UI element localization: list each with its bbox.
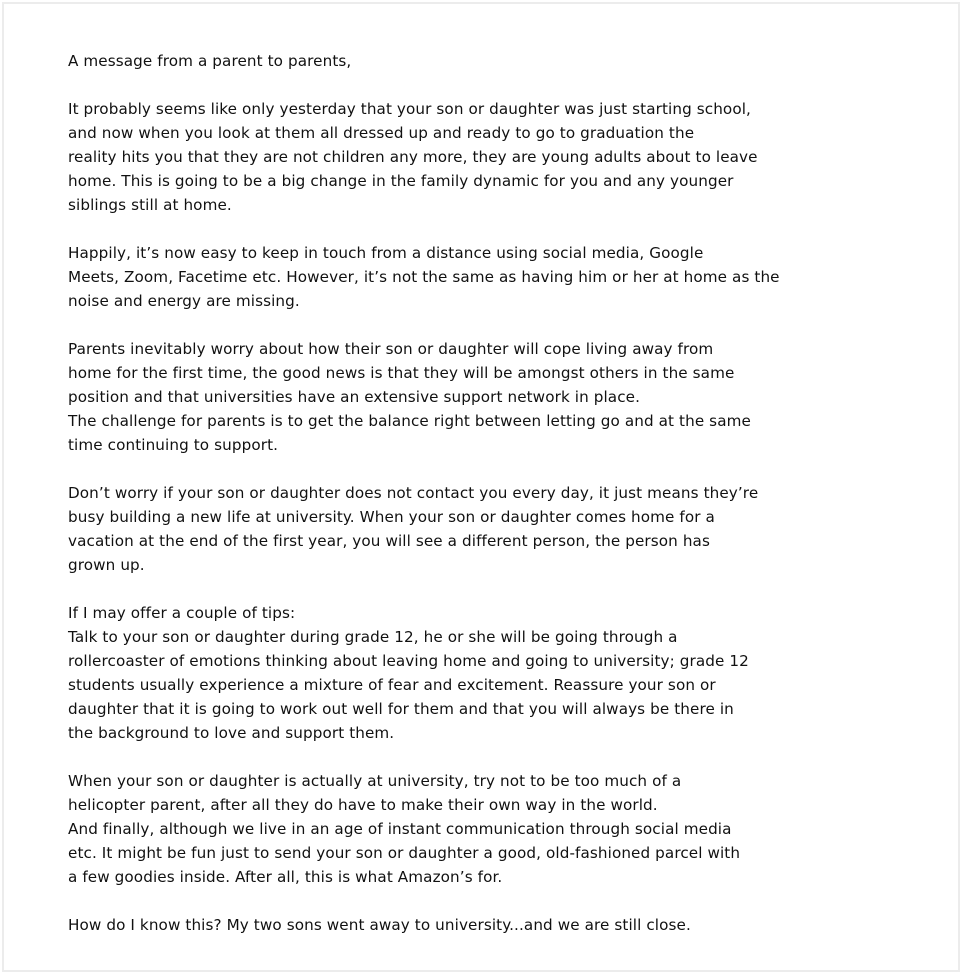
paragraph-1-line: home. This is going to be a big change in the family dynamic for you and any younger xyxy=(68,172,734,190)
paragraph-6-line: etc. It might be fun just to send your son or daughter a good, old-fashioned parcel with xyxy=(68,844,741,862)
paragraph-6-line: And finally, although we live in an age of instant communication through social media xyxy=(68,820,732,838)
paragraph-2-line: Meets, Zoom, Facetime etc. However, it’s not the same as having him or her at home as the xyxy=(68,268,780,286)
paragraph-gap xyxy=(68,577,918,601)
paragraph-gap xyxy=(68,457,918,481)
paragraph-3-line: time continuing to support. xyxy=(68,436,279,454)
paragraph-5-line: If I may offer a couple of tips: xyxy=(68,604,296,622)
paragraph-5-line: Talk to your son or daughter during grade 12, he or she will be going through a xyxy=(68,628,678,646)
paragraph-gap xyxy=(68,217,918,241)
paragraph-1-line: and now when you look at them all dressed up and ready to go to graduation the xyxy=(68,124,695,142)
paragraph-5-line: daughter that it is going to work out well for them and that you will always be there in xyxy=(68,700,734,718)
paragraph-4-line: Don’t worry if your son or daughter does not contact you every day, it just means they’re xyxy=(68,484,759,502)
paragraph-6-line: helicopter parent, after all they do have to make their own way in the world. xyxy=(68,796,658,814)
paragraph-3-line: position and that universities have an extensive support network in place. xyxy=(68,388,641,406)
paragraph-5-line: students usually experience a mixture of fear and excitement. Reassure your son or xyxy=(68,676,716,694)
paragraph-5-line: the background to love and support them. xyxy=(68,724,395,742)
paragraph-4-line: busy building a new life at university. When your son or daughter comes home for a xyxy=(68,508,715,526)
paragraph-1-line: It probably seems like only yesterday that your son or daughter was just starting school, xyxy=(68,100,751,118)
paragraph-3-line: The challenge for parents is to get the balance right between letting go and at the same xyxy=(68,412,751,430)
paragraph-6-line: a few goodies inside. After all, this is what Amazon’s for. xyxy=(68,868,503,886)
paragraph-gap xyxy=(68,73,918,97)
letter-closing: How do I know this? My two sons went away to university...and we are still close. xyxy=(68,916,691,934)
paragraph-4-line: grown up. xyxy=(68,556,145,574)
paragraph-gap xyxy=(68,313,918,337)
paragraph-2-line: Happily, it’s now easy to keep in touch from a distance using social media, Google xyxy=(68,244,704,262)
paragraph-6-line: When your son or daughter is actually at university, try not to be too much of a xyxy=(68,772,682,790)
paragraph-1-line: reality hits you that they are not children any more, they are young adults about to leave xyxy=(68,148,758,166)
paragraph-3-line: home for the first time, the good news is that they will be amongst others in the same xyxy=(68,364,735,382)
paragraph-2-line: noise and energy are missing. xyxy=(68,292,300,310)
letter-greeting: A message from a parent to parents, xyxy=(68,52,352,70)
paragraph-3-line: Parents inevitably worry about how their son or daughter will cope living away from xyxy=(68,340,714,358)
paragraph-gap xyxy=(68,889,918,913)
paragraph-1-line: siblings still at home. xyxy=(68,196,232,214)
document-page xyxy=(2,2,960,972)
paragraph-4-line: vacation at the end of the first year, you will see a different person, the person has xyxy=(68,532,710,550)
letter-body xyxy=(68,49,918,937)
paragraph-gap xyxy=(68,745,918,769)
paragraph-5-line: rollercoaster of emotions thinking about leaving home and going to university; grade 12 xyxy=(68,652,749,670)
